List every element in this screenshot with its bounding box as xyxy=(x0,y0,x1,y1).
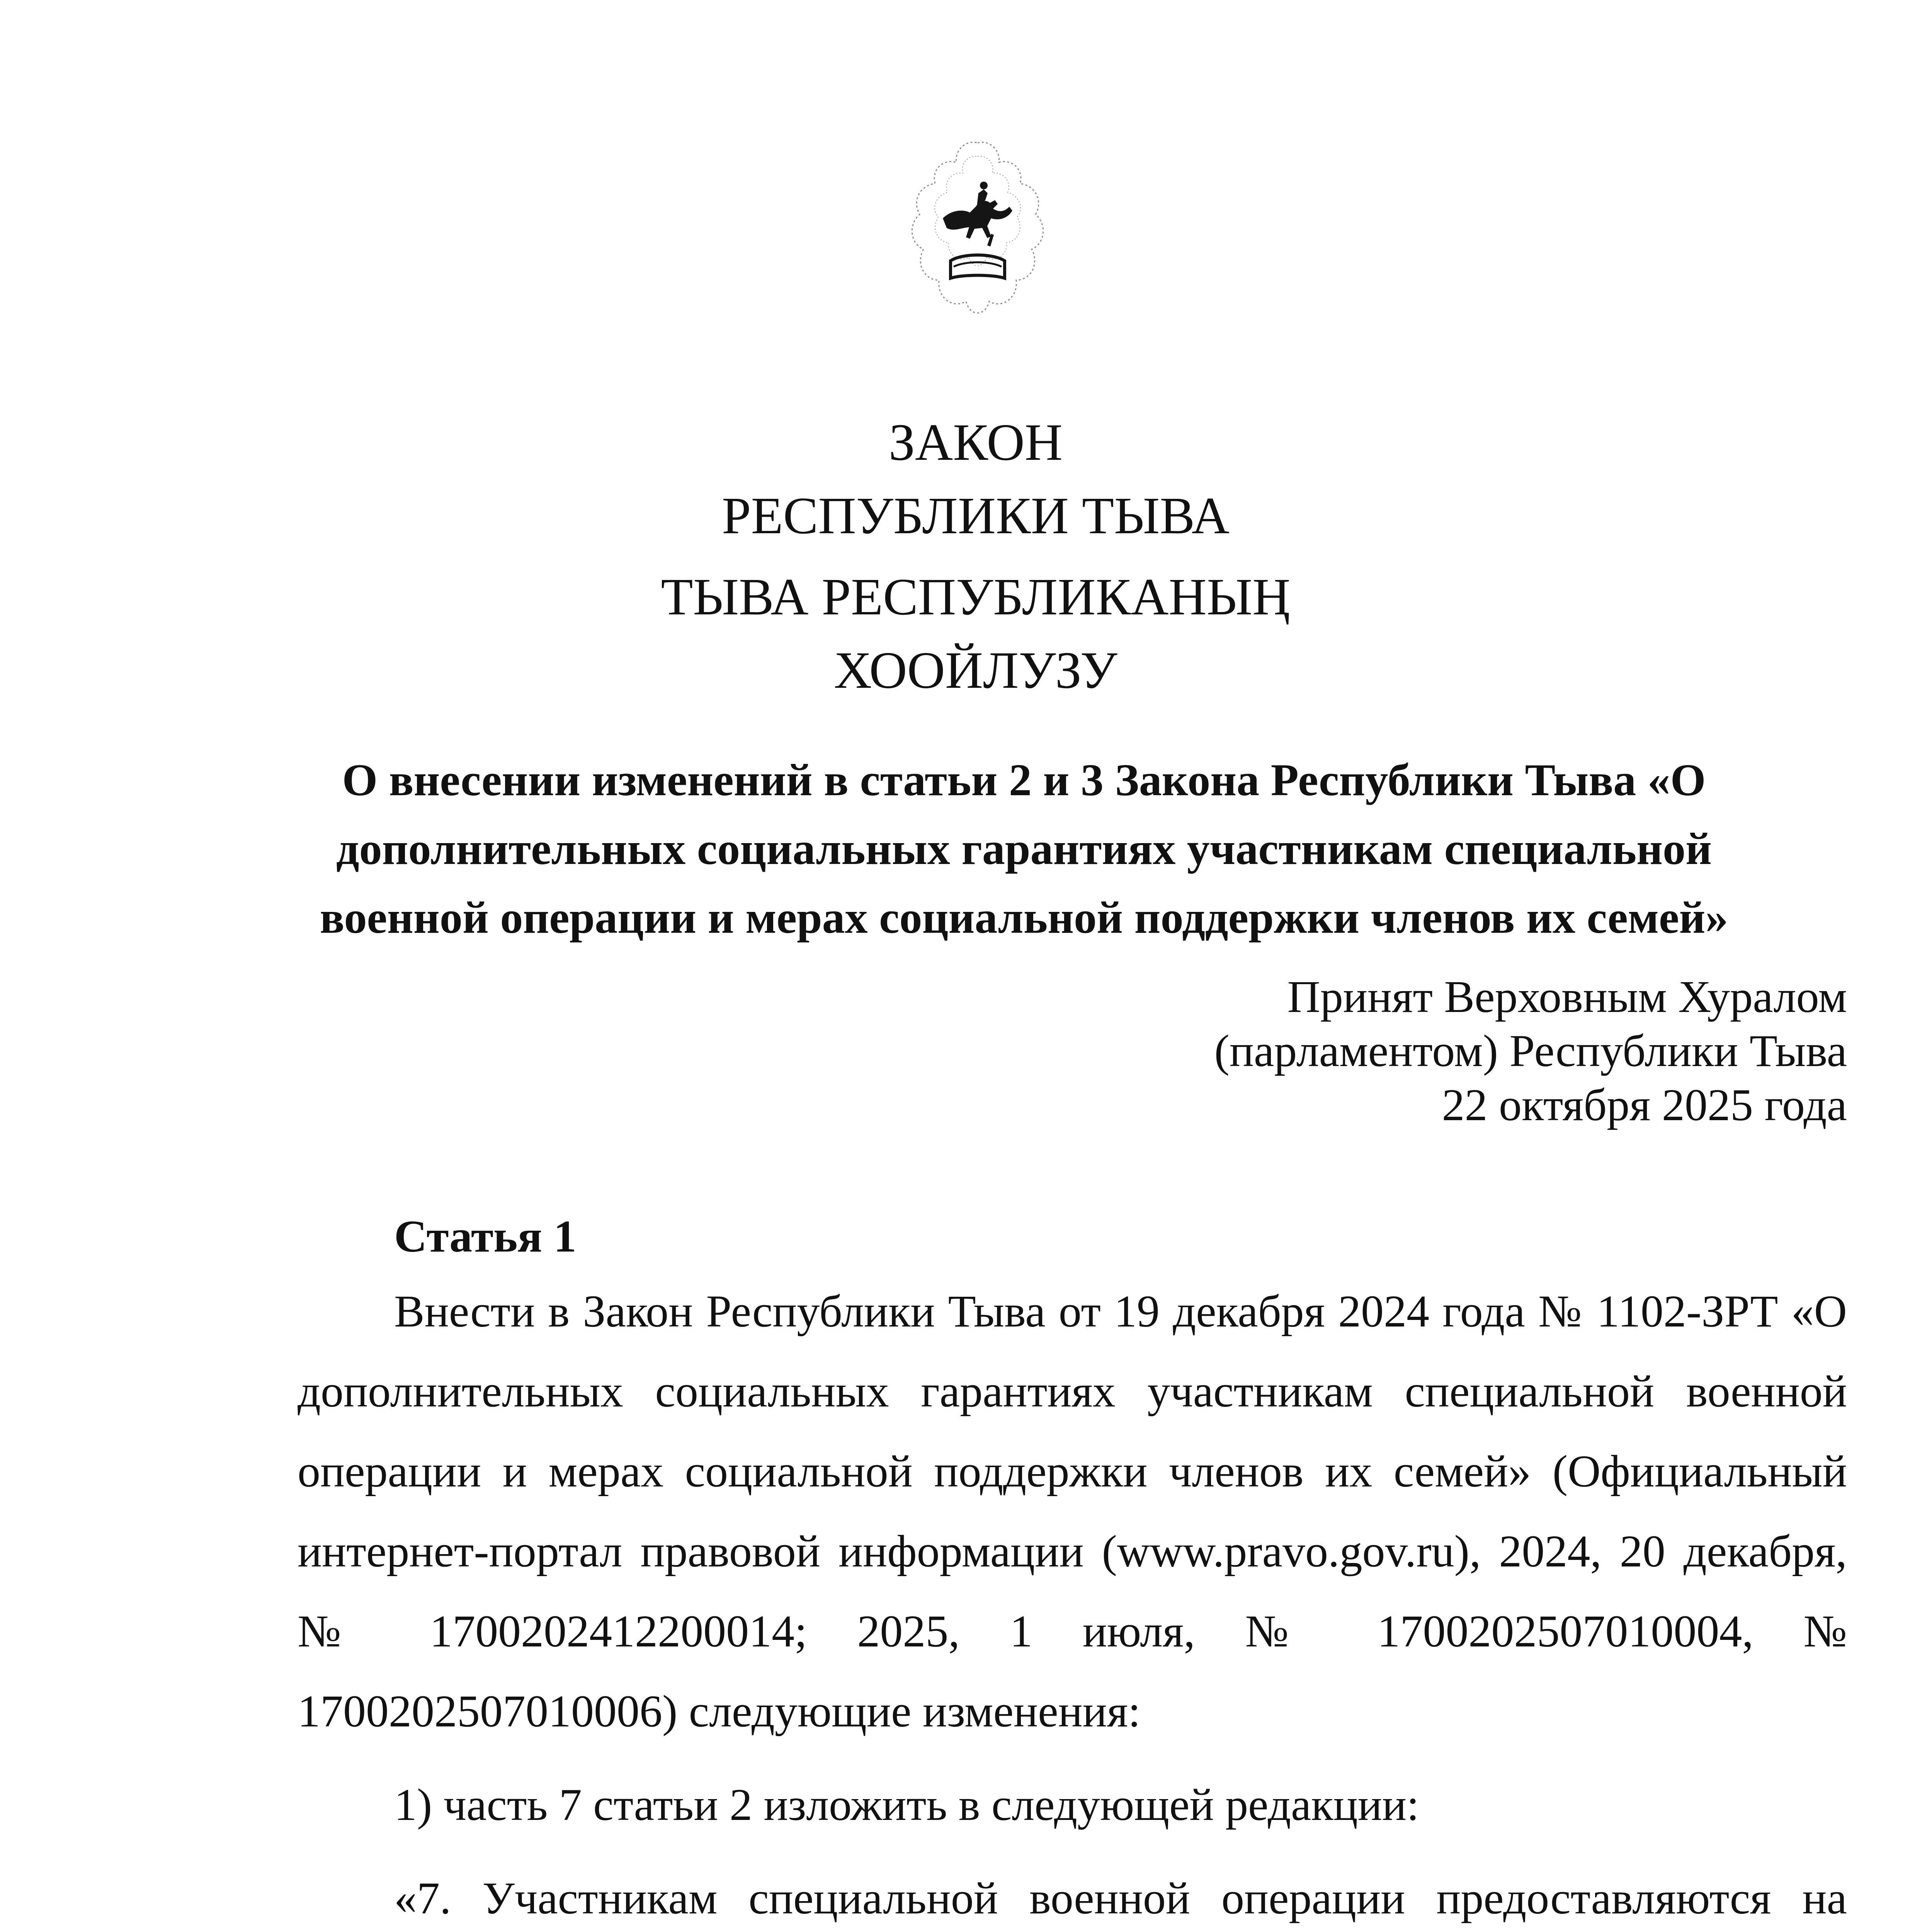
adoption-note-line2: (парламентом) Республики Тыва xyxy=(1214,1026,1847,1076)
article-heading: Статья 1 xyxy=(394,1211,577,1262)
article-paragraph: «7. Участникам специальной военной операции предоставляются на xyxy=(394,1873,1847,1923)
law-title-tyv-line2: ХООЙЛУЗУ xyxy=(834,641,1117,699)
law-title-ru xyxy=(0,406,1932,553)
adoption-note-line1: Принят Верховным Хуралом xyxy=(1287,971,1847,1022)
article-paragraph: Внести в Закон Республики Тыва от 19 декабря 2024 года № 1102-ЗРТ «О дополнительных социальных гарантиях участникам специальной военной операции и мерах социальной поддержки членов их семей» (Официальный интернет-портал правовой информации (www.pravo.gov.ru), 2024, 20 декабря, № 1700202412200014; 2025, 1 июля, № 1700202507010004, № 1700202507010006) следующие изменения: xyxy=(298,1286,1847,1736)
adoption-note xyxy=(920,970,1847,1132)
law-subject-heading: О внесении изменений в статьи 2 и 3 Закона Республики Тыва «О дополнительных социальных гарантиях участникам специальной военной операции и мерах социальной поддержки членов их семей» xyxy=(320,755,1728,943)
law-title-ru-line2: РЕСПУБЛИКИ ТЫВА xyxy=(721,487,1230,545)
coat-of-arms-icon xyxy=(908,135,1047,355)
article-body xyxy=(298,1271,1847,1932)
law-title-ru-line1: ЗАКОН xyxy=(888,413,1063,471)
article-paragraph: 1) часть 7 статьи 2 изложить в следующей редакции: xyxy=(394,1779,1419,1830)
law-title-tyv xyxy=(0,560,1932,707)
adoption-note-date: 22 октября 2025 года xyxy=(1442,1080,1847,1130)
law-title-tyv-line1: ТЫВА РЕСПУБЛИКАНЫҢ xyxy=(661,568,1291,626)
